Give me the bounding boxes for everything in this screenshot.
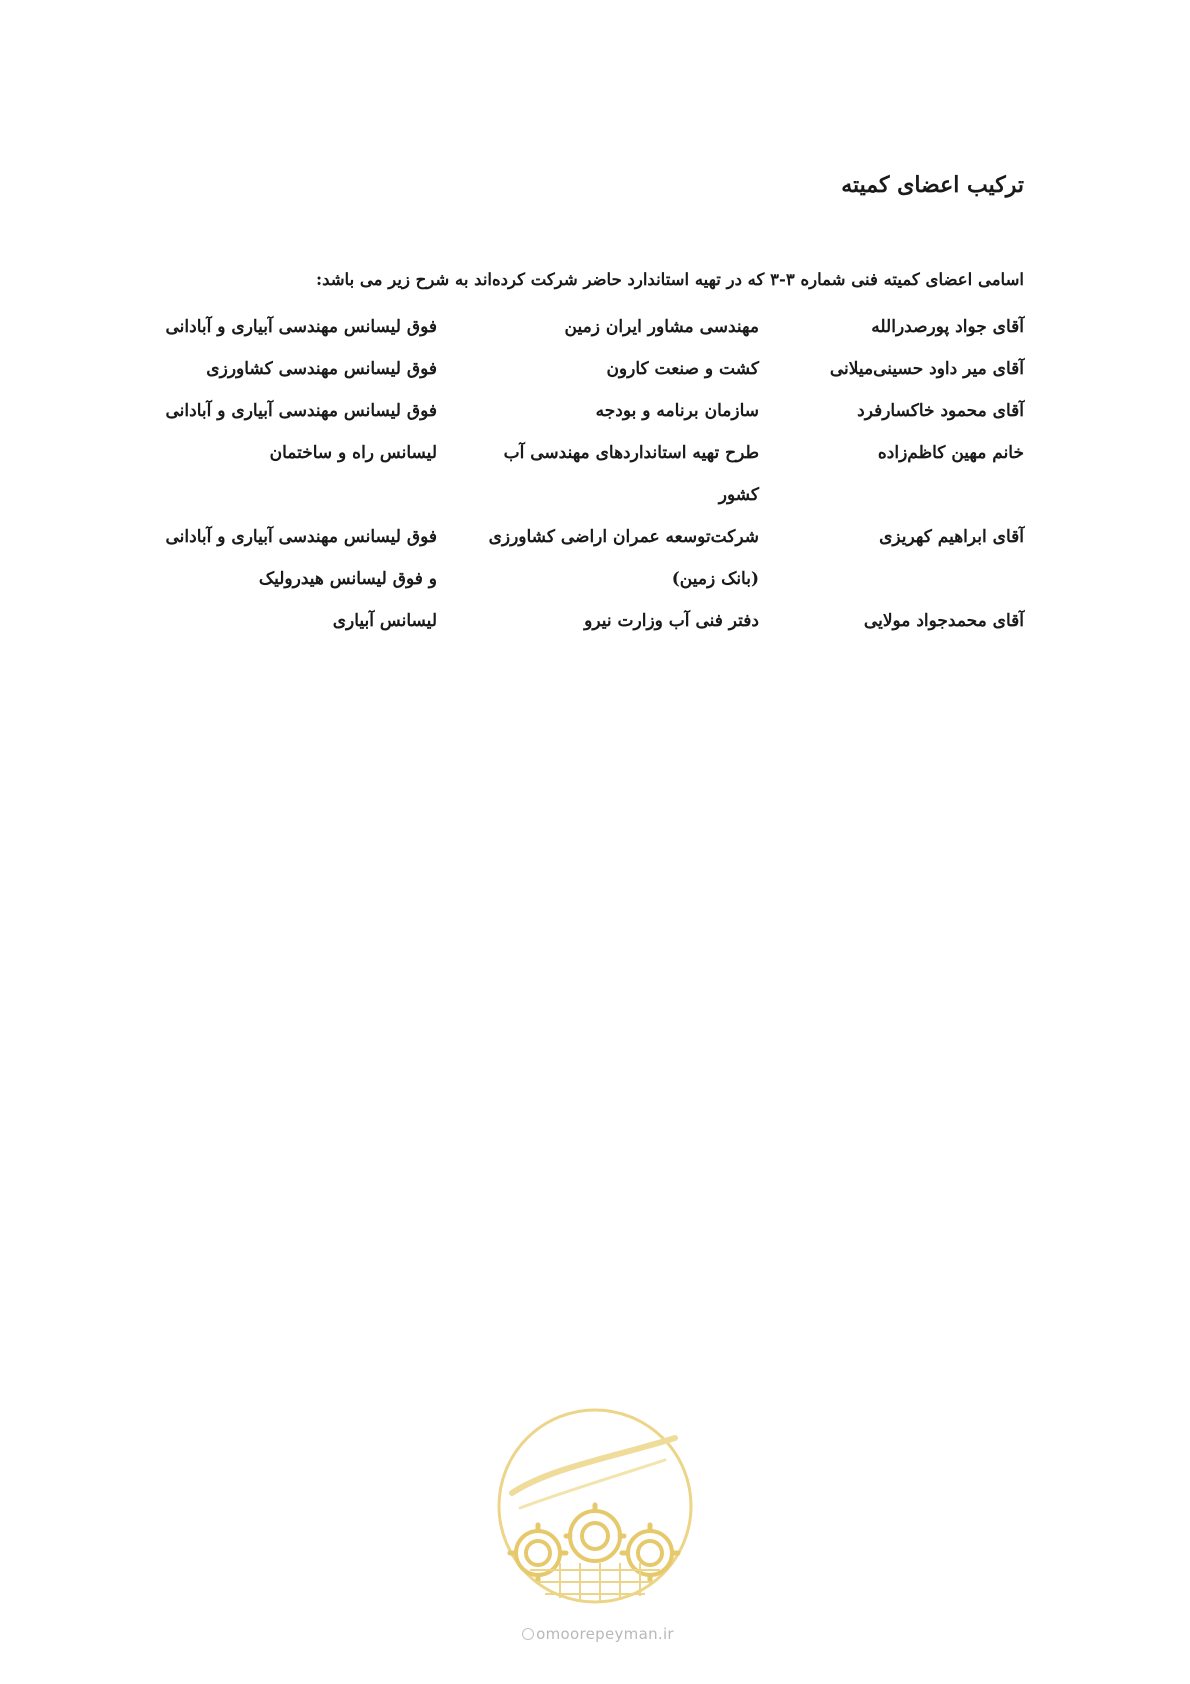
- member-row-continuation: [154, 474, 1024, 516]
- watermark-url: omoorepeyman.ir: [478, 1625, 718, 1643]
- members-list: [154, 306, 1024, 642]
- page-title: ترکیب اعضای کمیته: [841, 172, 1024, 198]
- watermark-logo: [490, 1398, 700, 1618]
- member-row: [154, 348, 1024, 390]
- member-row: [154, 432, 1024, 474]
- at-icon: [522, 1628, 534, 1640]
- member-organization: شرکت‌توسعه عمران اراضی کشاورزی: [488, 527, 759, 547]
- member-organization: طرح تهیه استانداردهای مهندسی آب: [503, 443, 759, 463]
- member-row: [154, 306, 1024, 348]
- member-row: [154, 600, 1024, 642]
- member-name: آقای ابراهیم کهریزی: [879, 527, 1024, 547]
- member-organization: کشت و صنعت کارون: [606, 359, 759, 379]
- member-degree: فوق لیسانس مهندسی آبیاری و آبادانی: [165, 317, 437, 337]
- member-row-continuation: [154, 558, 1024, 600]
- member-degree: لیسانس آبیاری: [332, 611, 437, 631]
- member-organization: سازمان برنامه و بودجه: [595, 401, 759, 421]
- logo-emblem-icon: [490, 1398, 700, 1618]
- member-row: [154, 390, 1024, 432]
- member-organization-line2: (بانک زمین): [671, 569, 759, 589]
- member-degree-line2: و فوق لیسانس هیدرولیک: [258, 569, 437, 589]
- member-organization: دفتر فنی آب وزارت نیرو: [584, 611, 759, 631]
- member-name: آقای جواد پورصدرالله: [871, 317, 1024, 337]
- member-degree: فوق لیسانس مهندسی کشاورزی: [206, 359, 437, 379]
- member-name: آقای محمدجواد مولایی: [863, 611, 1024, 631]
- member-organization: مهندسی مشاور ایران زمین: [564, 317, 759, 337]
- member-name: آقای میر داود حسینی‌میلانی: [829, 359, 1024, 379]
- member-degree: لیسانس راه و ساختمان: [269, 443, 437, 463]
- member-degree: فوق لیسانس مهندسی آبیاری و آبادانی: [165, 527, 437, 547]
- member-degree: فوق لیسانس مهندسی آبیاری و آبادانی: [165, 401, 437, 421]
- member-organization-line2: کشور: [718, 485, 759, 505]
- intro-paragraph: اسامی اعضای کمیته فنی شماره ۳-۳ که در تهیه استاندارد حاضر شرکت کرده‌اند به شرح زیر می باشد:: [315, 270, 1024, 289]
- member-row: [154, 516, 1024, 558]
- member-name: خانم مهین کاظم‌زاده: [877, 443, 1024, 463]
- member-name: آقای محمود خاکسارفرد: [857, 401, 1024, 421]
